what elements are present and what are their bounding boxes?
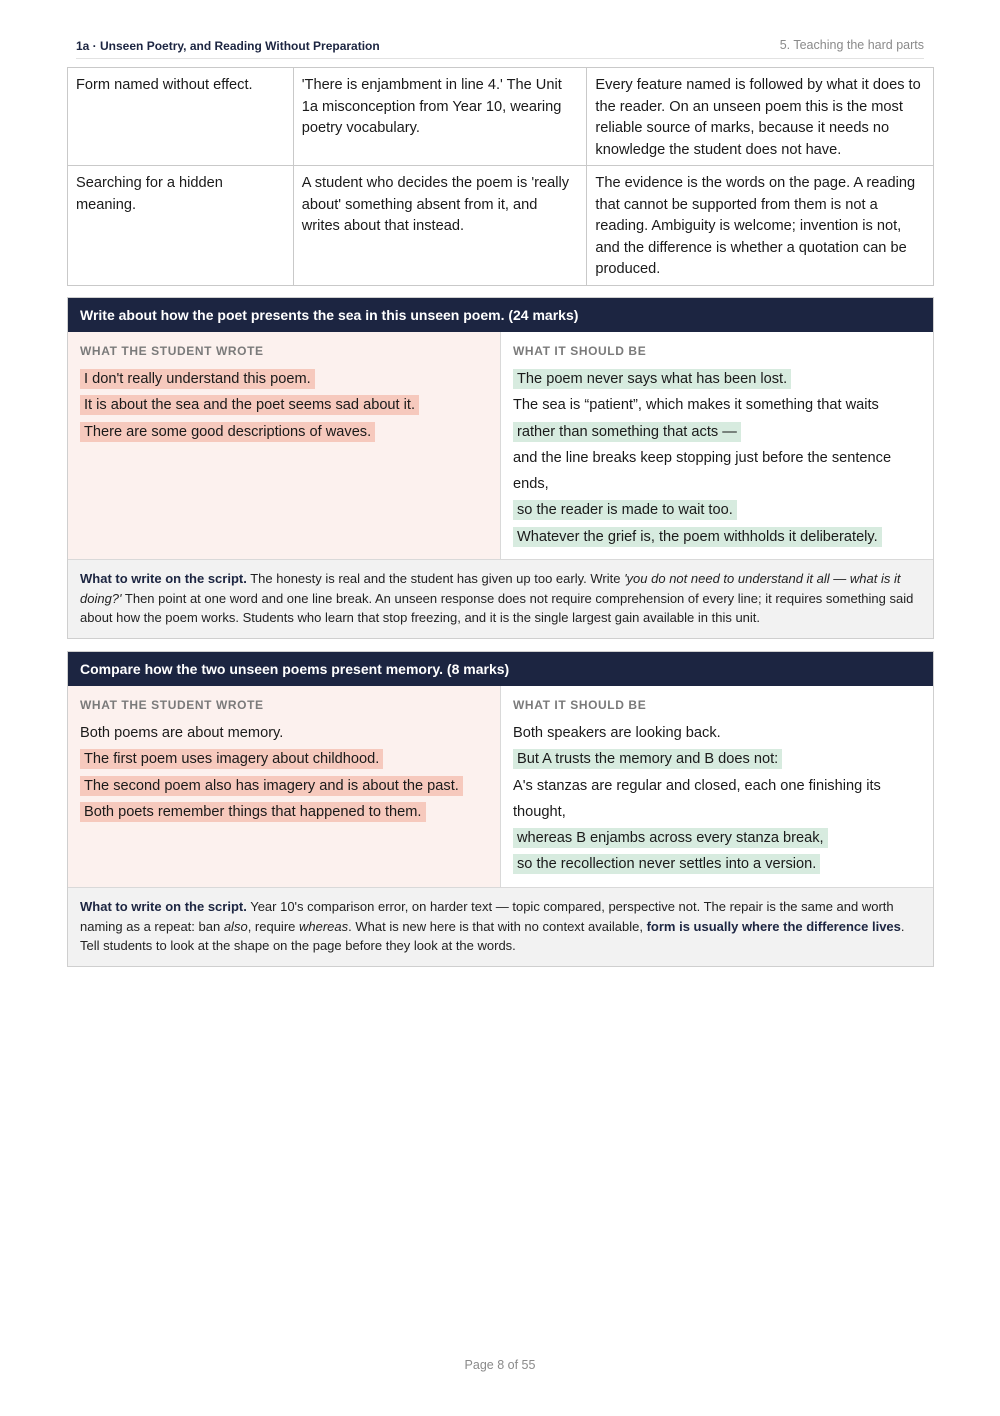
column-heading: WHAT THE STUDENT WROTE <box>80 698 264 712</box>
page-number: Page 8 of 55 <box>464 1358 536 1372</box>
highlight: I don't really understand this poem. <box>80 369 315 389</box>
model-line <box>513 746 921 772</box>
student-line <box>80 746 488 772</box>
note-text: . What is new here is that with no context available, <box>348 918 647 934</box>
note-emphasis: also <box>223 918 248 934</box>
table-cell: The evidence is the words on the page. A reading that cannot be supported from them is not a reading. Ambiguity is welcome; invention is not, and the difference is whether a quotation can be produced. <box>587 166 934 286</box>
note-text: Then point at one word and one line break. An unseen response does not require comprehension of every line; it requires something said about how the poem works. Students who learn that stop freezing, and it is the single largest gain available in this unit. <box>80 590 914 626</box>
model-line <box>513 825 921 851</box>
table-cell: Searching for a hidden meaning. <box>68 166 294 286</box>
student-line <box>80 419 488 445</box>
highlight: so the recollection never settles into a version. <box>513 854 820 874</box>
model-line: Both speakers are looking back. <box>513 725 721 741</box>
highlight: It is about the sea and the poet seems sad about it. <box>80 395 419 415</box>
question-title: Write about how the poet presents the sea in this unseen poem. (24 marks) <box>68 298 933 332</box>
highlight: rather than something that acts — <box>513 422 741 442</box>
student-line: Both poems are about memory. <box>80 725 284 741</box>
comparison-columns <box>68 686 933 887</box>
model-line: The sea is “patient”, which makes it something that waits <box>513 397 879 414</box>
note-key-point: form is usually where the difference lives <box>646 918 901 934</box>
student-line <box>80 366 488 392</box>
note-lead: What to write on the script. <box>80 899 247 914</box>
table-row <box>68 68 934 166</box>
teacher-note <box>68 559 933 638</box>
highlight: The second poem also has imagery and is about the past. <box>80 776 463 796</box>
highlight: whereas B enjambs across every stanza break, <box>513 828 828 848</box>
should-be-column <box>501 686 933 887</box>
table-row <box>68 166 934 286</box>
header-section-title: 1a · Unseen Poetry, and Reading Without Preparation <box>76 39 380 53</box>
model-line <box>513 524 921 550</box>
model-line <box>513 366 921 392</box>
model-line <box>513 419 921 445</box>
highlight: There are some good descriptions of waves. <box>80 422 375 442</box>
header-chapter-title: 5. Teaching the hard parts <box>779 38 924 52</box>
student-line <box>80 773 488 799</box>
highlight: But A trusts the memory and B does not: <box>513 749 782 769</box>
highlight: The first poem uses imagery about childhood. <box>80 749 383 769</box>
highlight: Both poets remember things that happened to them. <box>80 802 426 822</box>
highlight: Whatever the grief is, the poem withholds it deliberately. <box>513 527 882 547</box>
model-line: and the line breaks keep stopping just before the sentence ends, <box>513 449 892 493</box>
example-box-memory <box>67 651 934 967</box>
example-box-sea <box>67 297 934 639</box>
student-wrote-column <box>68 332 501 559</box>
model-line <box>513 497 921 523</box>
table-cell: 'There is enjambment in line 4.' The Unit 1a misconception from Year 10, wearing poetry vocabulary. <box>293 68 587 166</box>
column-heading: WHAT THE STUDENT WROTE <box>80 344 264 358</box>
table-cell: Form named without effect. <box>68 68 294 166</box>
table-cell: Every feature named is followed by what it does to the reader. On an unseen poem this is the most reliable source of marks, because it needs no knowledge the student does not have. <box>587 68 934 166</box>
student-wrote-column <box>68 686 501 887</box>
model-line: A's stanzas are regular and closed, each one finishing its thought, <box>513 777 881 820</box>
note-text: . Tell students to look at the shape on the page before they look at the words. <box>80 918 905 954</box>
question-title: Compare how the two unseen poems present memory. (8 marks) <box>68 652 933 686</box>
highlight: so the reader is made to wait too. <box>513 500 737 520</box>
note-text: Year 10's comparison error, on harder text — topic compared, perspective not. The repair is the same and worth naming as a repeat: ban <box>80 899 894 934</box>
model-line <box>513 851 921 877</box>
note-text: , require <box>247 918 299 934</box>
note-quote: 'you do not need to understand it all — what is it doing?' <box>80 571 901 606</box>
note-lead: What to write on the script. <box>80 571 247 586</box>
should-be-column <box>501 332 933 559</box>
column-heading: WHAT IT SHOULD BE <box>513 698 647 712</box>
highlight: The poem never says what has been lost. <box>513 369 791 389</box>
teacher-note <box>68 887 933 966</box>
note-text: The honesty is real and the student has given up too early. Write <box>246 571 625 586</box>
student-line <box>80 392 488 418</box>
note-emphasis: whereas <box>299 918 349 934</box>
comparison-columns <box>68 332 933 559</box>
student-line <box>80 799 488 825</box>
column-heading: WHAT IT SHOULD BE <box>513 344 647 358</box>
table-cell: A student who decides the poem is 'really about' something absent from it, and writes about that instead. <box>293 166 587 286</box>
running-header <box>76 36 924 59</box>
misconception-table <box>67 67 934 286</box>
